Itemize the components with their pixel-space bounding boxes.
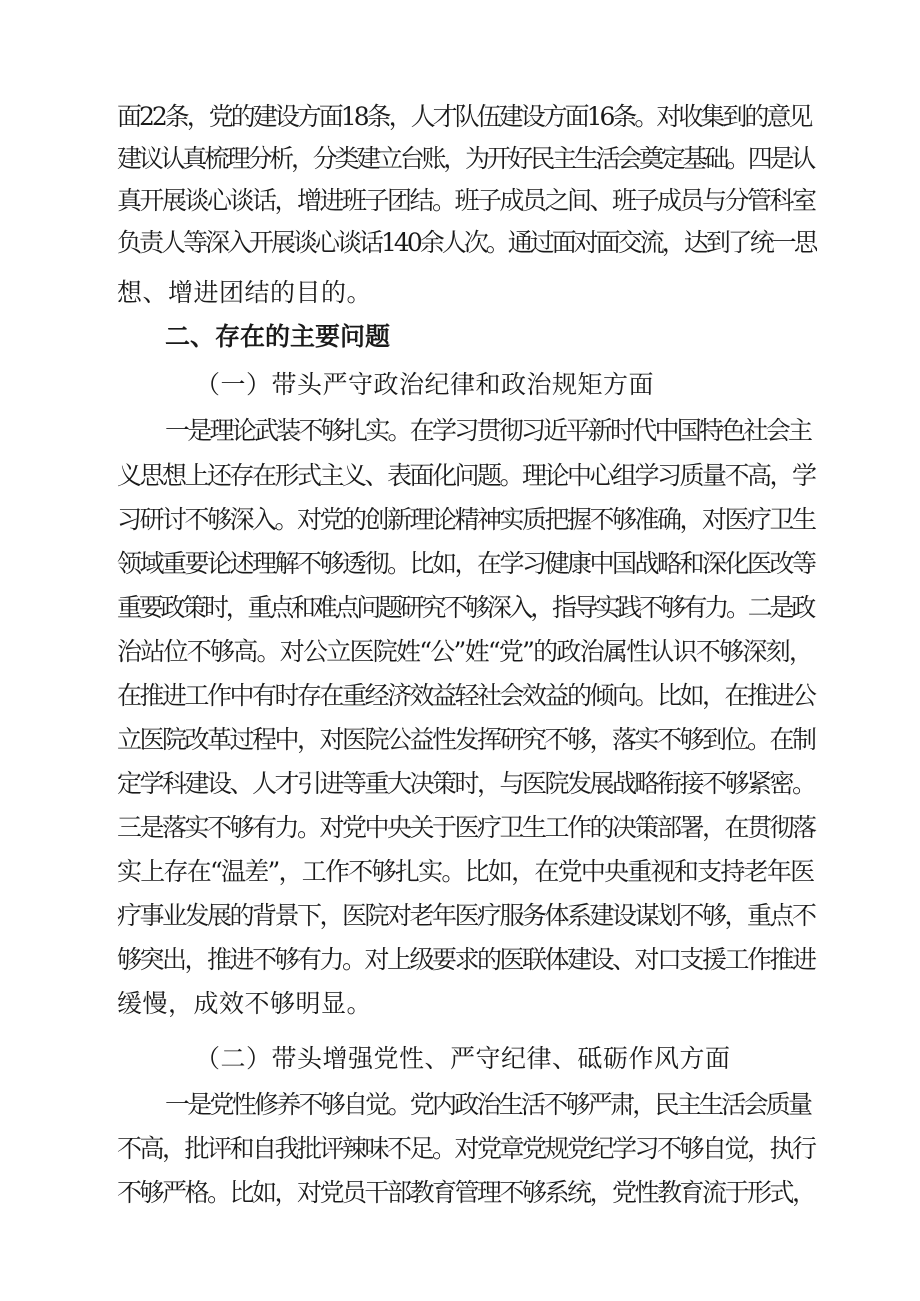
paragraph-line: 建议认真梳理分析，分类建立台账，为开好民主生活会奠定基础。四是认	[117, 144, 814, 173]
paragraph-line: 够突出，推进不够有力。对上级要求的医联体建设、对口支援工作推进	[117, 945, 815, 974]
paragraph-line: 一是党性修养不够自觉。党内政治生活不够严肃，民主生活会质量	[165, 1090, 811, 1119]
paragraph-line: 不够严格。比如，对党员干部教育管理不够系统，党性教育流于形式，	[117, 1178, 815, 1207]
paragraph-line: 三是落实不够有力。对党中央关于医疗卫生工作的决策部署，在贯彻落	[117, 813, 815, 842]
paragraph-line: 定学科建设、人才引进等重大决策时，与医院发展战略衔接不够紧密。	[117, 769, 815, 798]
paragraph-line: 实上存在“温差”，工作不够扎实。比如，在党中央重视和支持老年医	[117, 857, 814, 886]
paragraph-line: 立医院改革过程中，对医院公益性发挥研究不够，落实不够到位。在制	[117, 725, 815, 754]
subsection-heading: （一）带头严守政治纪律和政治规矩方面	[195, 370, 655, 399]
paragraph-line: 习研讨不够深入。对党的创新理论精神实质把握不够准确，对医疗卫生	[117, 505, 815, 534]
paragraph-line: 在推进工作中有时存在重经济效益轻社会效益的倾向。比如，在推进公	[117, 681, 815, 710]
paragraph-line: 治站位不够高。对公立医院姓“公”姓“党”的政治属性认识不够深刻，	[117, 637, 813, 666]
paragraph-line: 想、增进团结的目的。	[117, 278, 373, 307]
section-heading: 二、存在的主要问题	[165, 322, 391, 351]
paragraph-line: 负责人等深入开展谈心谈话140余人次。通过面对面交流，达到了统一思	[117, 228, 816, 257]
subsection-heading: （二）带头增强党性、严守纪律、砥砺作风方面	[195, 1044, 731, 1073]
paragraph-line: 义思想上还存在形式主义、表面化问题。理论中心组学习质量不高，学	[117, 461, 815, 490]
paragraph-line: 一是理论武装不够扎实。在学习贯彻习近平新时代中国特色社会主	[165, 416, 811, 445]
paragraph-line: 真开展谈心谈话，增进班子团结。班子成员之间、班子成员与分管科室	[117, 186, 815, 215]
paragraph-line: 缓慢，成效不够明显。	[117, 989, 373, 1018]
paragraph-line: 面22条，党的建设方面18条，人才队伍建设方面16条。对收集到的意见	[117, 102, 811, 131]
paragraph-line: 不高，批评和自我批评辣味不足。对党章党规党纪学习不够自觉，执行	[117, 1134, 815, 1163]
paragraph-line: 重要政策时，重点和难点问题研究不够深入，指导实践不够有力。二是政	[117, 593, 814, 622]
paragraph-line: 疗事业发展的背景下，医院对老年医疗服务体系建设谋划不够，重点不	[117, 901, 815, 930]
paragraph-line: 领域重要论述理解不够透彻。比如，在学习健康中国战略和深化医改等	[117, 549, 815, 578]
